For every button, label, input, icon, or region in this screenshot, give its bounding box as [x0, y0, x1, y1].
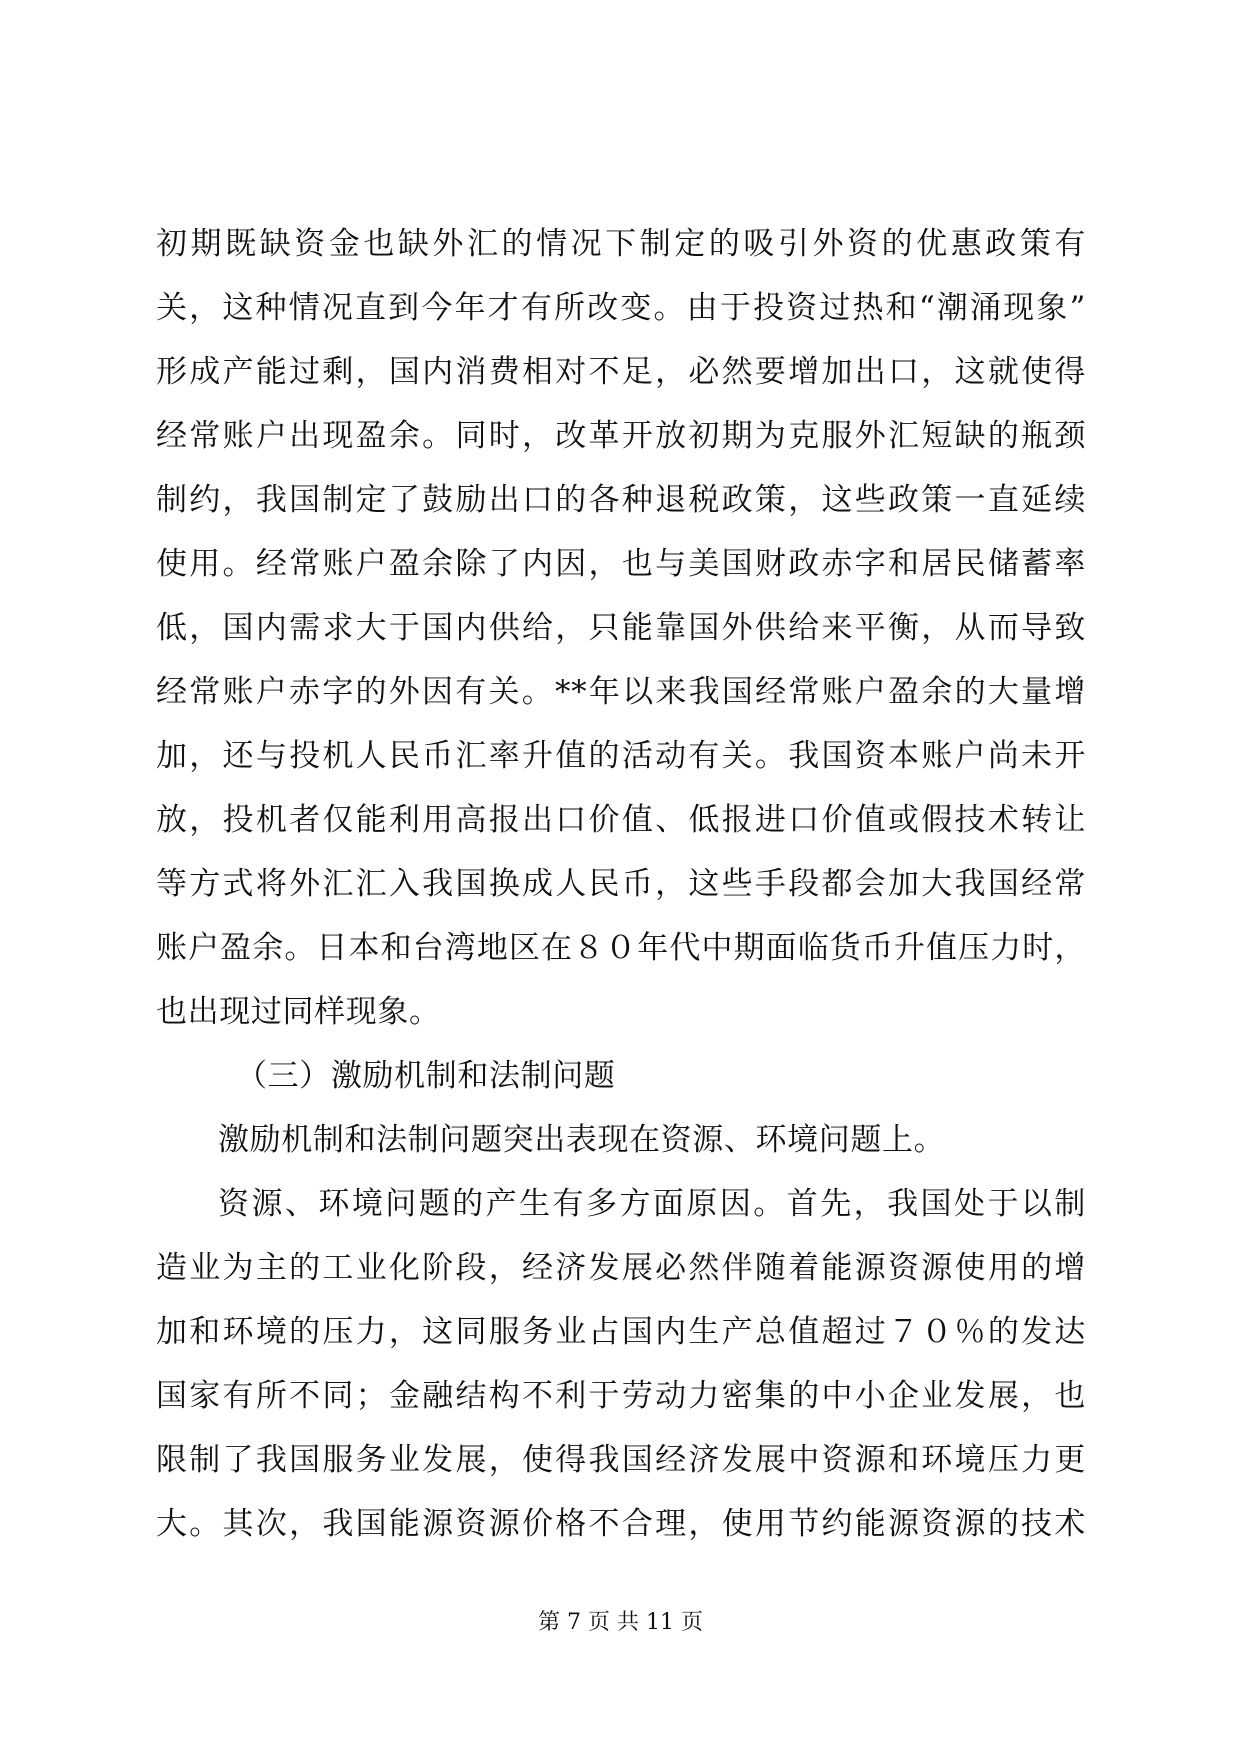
body-text-line: 经常账户出现盈余。同时，改革开放初期为克服外汇短缺的瓶颈 [156, 418, 1086, 454]
page-number-footer: 第 7 页 共 11 页 [538, 1610, 703, 1635]
body-text-line: 使用。经常账户盈余除了内因，也与美国财政赤字和居民储蓄率 [156, 546, 1086, 582]
body-text-line: 经常账户赤字的外因有关。**年以来我国经常账户盈余的大量增 [156, 674, 1086, 710]
body-text-line: 关，这种情况直到今年才有所改变。由于投资过热和“潮涌现象” [156, 290, 1086, 326]
body-text-line: 造业为主的工业化阶段，经济发展必然伴随着能源资源使用的增 [156, 1250, 1086, 1286]
body-text-line: 初期既缺资金也缺外汇的情况下制定的吸引外资的优惠政策有 [156, 226, 1086, 262]
body-text-line: 放，投机者仅能利用高报出口价值、低报进口价值或假技术转让 [156, 802, 1086, 838]
body-text-line: 账户盈余。日本和台湾地区在８０年代中期面临货币升值压力时， [156, 930, 1086, 966]
body-text-line: 大。其次，我国能源资源价格不合理，使用节约能源资源的技术 [156, 1506, 1086, 1542]
body-text-line: 加和环境的压力，这同服务业占国内生产总值超过７０％的发达 [156, 1314, 1086, 1350]
body-text-line: 资源、环境问题的产生有多方面原因。首先，我国处于以制 [218, 1186, 1086, 1222]
body-text-line: 限制了我国服务业发展，使得我国经济发展中资源和环境压力更 [156, 1442, 1086, 1478]
body-text-line: 也出现过同样现象。 [156, 994, 441, 1030]
body-text-line: 国家有所不同；金融结构不利于劳动力密集的中小企业发展，也 [156, 1378, 1086, 1414]
body-text-line: 制约，我国制定了鼓励出口的各种退税政策，这些政策一直延续 [156, 482, 1086, 518]
body-text-line: 低，国内需求大于国内供给，只能靠国外供给来平衡，从而导致 [156, 610, 1086, 646]
section-heading: （三）激励机制和法制问题 [236, 1058, 616, 1094]
body-text-line: 激励机制和法制问题突出表现在资源、环境问题上。 [218, 1122, 946, 1158]
body-text-line: 等方式将外汇汇入我国换成人民币，这些手段都会加大我国经常 [156, 866, 1086, 902]
body-text-line: 加，还与投机人民币汇率升值的活动有关。我国资本账户尚未开 [156, 738, 1086, 774]
body-text-line: 形成产能过剩，国内消费相对不足，必然要增加出口，这就使得 [156, 354, 1086, 390]
